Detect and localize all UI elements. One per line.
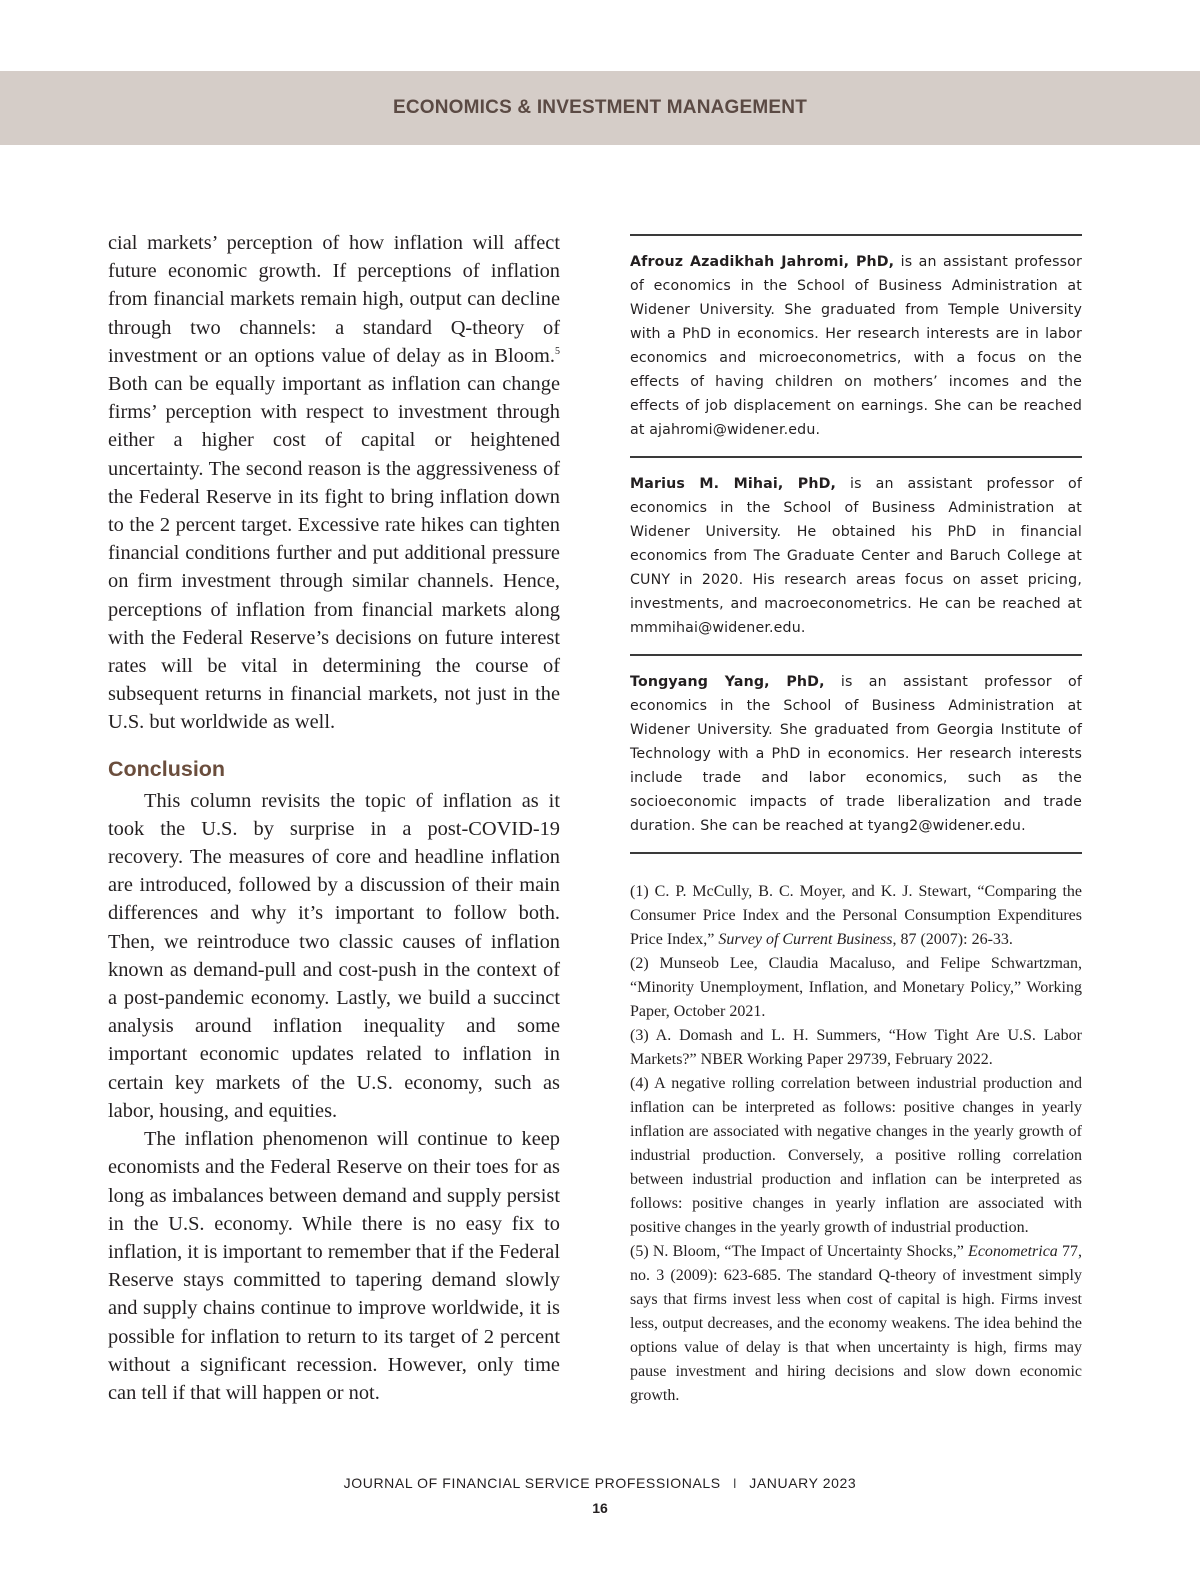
endnote: (2) Munseob Lee, Claudia Macaluso, and Felipe Schwartzman, “Minority Unemployment, Inflation, and Monetary Policy,” Working Paper, October 2021. [630, 955, 1082, 1020]
author-bio [630, 236, 1082, 456]
footer-separator: I [732, 1475, 738, 1491]
page-footer [0, 1475, 1200, 1491]
section-title: ECONOMICS & INVESTMENT MANAGEMENT [392, 97, 808, 118]
endnote-text: (5) N. Bloom, “The Impact of Uncertainty Shocks,” [630, 1243, 969, 1260]
page-number: 16 [592, 1500, 608, 1516]
endnote-title: Econometrica [968, 1243, 1058, 1260]
endnote [630, 880, 1082, 952]
author-bio-text: is an assistant professor of economics in the School of Business Administration at Widener University. She graduated from Georgia Institute of Technology with a PhD in economics. Her research interests include trade and labor economics, such as the socioeconomic impacts of trade liberalization and trade duration. She can be reached at tyang2@widener.edu. [630, 674, 1082, 834]
author-bio [630, 458, 1082, 654]
endnote-text: 77, no. 3 (2009): 623-685. The standard Q-theory of investment simply says that firms invest less when cost of capital is high. Firms invest less, output decreases, and the economy weakens. The idea behind the options value of delay is that when uncertainty is high, firms may pause investment and hiring decisions and slow down economic growth. [630, 1243, 1083, 1404]
endnote: (4) A negative rolling correlation between industrial production and inflation can be interpreted as follows: positive changes in yearly inflation are associated with negative changes in the yearly growth of industrial production. Conversely, a positive rolling correlation between industrial production and inflation can be interpreted as follows: positive changes in yearly inflation are associated with positive changes in the yearly growth of industrial production. [630, 1075, 1082, 1236]
body-text: cial markets’ perception of how inflation will affect future economic growth. If perceptions of inflation from financial markets remain high, output can decline through two channels: a standard Q-theory of investment or an options value of delay as in Bloom. [108, 232, 560, 367]
journal-name: JOURNAL OF FINANCIAL SERVICE PROFESSIONALS [343, 1475, 721, 1491]
body-paragraph: The inflation phenomenon will continue to keep economists and the Federal Reserve on their toes for as long as imbalances between demand and supply persist in the U.S. economy. While there is no easy fix to inflation, it is important to remember that if the Federal Reserve stays committed to tapering demand slowly and supply chains continue to improve worldwide, it is possible for inflation to return to its target of 2 percent without a significant recession. However, only time can tell if that will happen or not. [108, 1128, 560, 1404]
body-paragraph [108, 229, 560, 737]
conclusion-heading: Conclusion [108, 756, 226, 781]
endnote-text: , 87 (2007): 26-33. [892, 931, 1013, 948]
endnote: (3) A. Domash and L. H. Summers, “How Tight Are U.S. Labor Markets?” NBER Working Paper 29739, February 2022. [630, 1027, 1082, 1068]
body-text: Both can be equally important as inflation can change firms’ perception with respect to investment through either a higher cost of capital or heightened uncertainty. The second reason is the aggressiveness of the Federal Reserve in its fight to bring inflation down to the 2 percent target. Excessive rate hikes can tighten financial conditions further and put additional pressure on firm investment through similar channels. Hence, perceptions of inflation from financial markets along with the Federal Reserve’s decisions on future interest rates will be vital in determining the course of subsequent returns in financial markets, not just in the U.S. but worldwide as well. [108, 373, 560, 734]
author-bio [630, 656, 1082, 852]
main-text-column [108, 229, 560, 1407]
endnote-text: (1) C. P. McCully, B. C. Moyer, and K. J. Stewart, “Comparing the Consumer Price Index and the Personal Consumption Expenditures Price Index,” [630, 883, 1082, 948]
endnote [630, 1240, 1082, 1408]
issue-date: JANUARY 2023 [749, 1475, 857, 1491]
sidebar-column [630, 234, 1082, 1408]
author-name: Tongyang Yang, PhD, [630, 674, 825, 690]
section-banner [0, 71, 1200, 145]
body-paragraph: This column revisits the topic of inflation as it took the U.S. by surprise in a post-COVID-19 recovery. The measures of core and headline inflation are introduced, followed by a discussion of their main differences and why it’s important to follow both. Then, we reintroduce two classic causes of inflation known as demand-pull and cost-push in the context of a post-pandemic economy. Lastly, we build a succinct analysis around inflation inequality and some important economic updates related to inflation in certain key markets of the U.S. economy, such as labor, housing, and equities. [108, 789, 560, 1122]
author-bio-text: is an assistant professor of economics in the School of Business Administration at Widener University. She graduated from Temple University with a PhD in economics. Her research interests are in labor economics and microeconometrics, with a focus on the effects of having children on mothers’ incomes and the effects of job displacement on earnings. She can be reached at ajahromi@widener.edu. [630, 254, 1082, 438]
author-name: Afrouz Azadikhah Jahromi, PhD, [630, 254, 895, 270]
author-name: Marius M. Mihai, PhD, [630, 476, 837, 492]
endnote-title: Survey of Current Business [718, 931, 893, 948]
endnotes [630, 880, 1082, 1408]
author-bio-text: is an assistant professor of economics in the School of Business Administration at Widener University. He obtained his PhD in financial economics from The Graduate Center and Baruch College at CUNY in 2020. His research areas focus on asset pricing, investments, and macroeconometrics. He can be reached at mmmihai@widener.edu. [630, 476, 1082, 636]
footnote-ref-5[interactable]: 5 [555, 346, 560, 358]
divider [630, 852, 1082, 854]
